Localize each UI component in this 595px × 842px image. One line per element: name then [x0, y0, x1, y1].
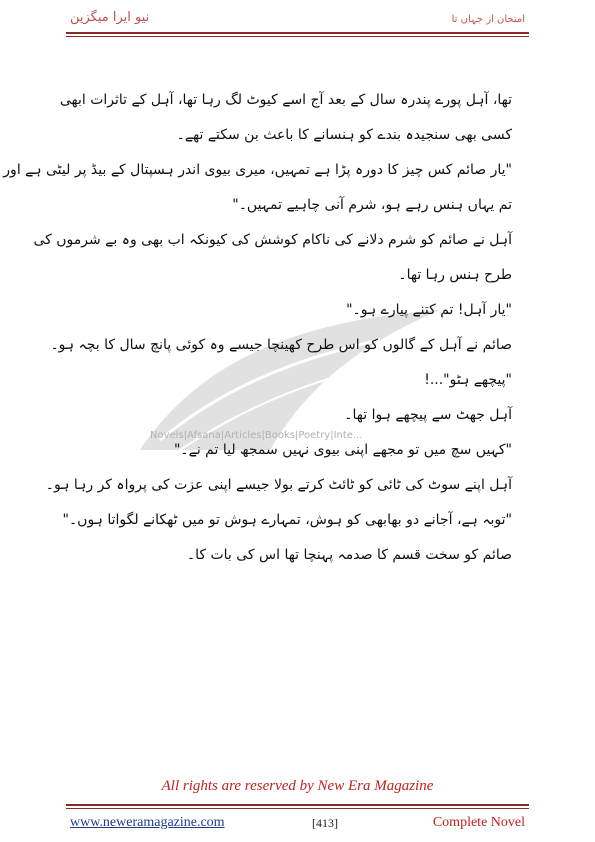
watermark-text: Novels|Afsana|Articles|Books|Poetry|Inte...	[150, 430, 363, 441]
text-line: کسی بھی سنجیدہ بندے کو ہنسانے کا باعث بن سکتے تھے۔	[176, 127, 512, 143]
text-line: طرح ہنس رہا تھا۔	[398, 267, 512, 283]
website-link[interactable]: www.neweramagazine.com	[70, 815, 225, 830]
text-line: "یار صائم کس چیز کا دورہ پڑا ہے تمہیں، میری بیوی اندر ہسپتال کے بیڈ پر لیٹی ہے اور	[3, 162, 512, 178]
text-line: "یار آہل! تم کتنے پیارے ہو۔"	[346, 302, 512, 318]
text-line: آہل نے صائم کو شرم دلانے کی ناکام کوشش کی کیونکہ اب بھی وہ بے شرموں کی	[33, 232, 512, 248]
rights-notice: All rights are reserved by New Era Magazine	[161, 778, 434, 794]
magazine-name: نیو ایرا میگزین	[70, 10, 150, 25]
page-footer	[70, 815, 525, 835]
text-line: تھا، آہل پورے پندرہ سال کے بعد آج اسے کیوٹ لگ رہا تھا، آہل کے تاثرات ابھی	[59, 92, 512, 108]
text-line: "کہیں سچ میں تو مجھے اپنی بیوی نہیں سمجھ لیا تم نے۔"	[173, 442, 512, 458]
novel-text	[3, 90, 512, 580]
page-header	[70, 6, 525, 32]
novel-type-label: Complete Novel	[432, 815, 525, 830]
text-line: صائم نے آہل کے گالوں کو اس طرح کھینچا جیسے وہ کوئی پانچ سال کا بچہ ہو۔	[50, 337, 512, 353]
novel-title: امتحان از جہاں تا	[451, 14, 525, 25]
text-line: آہل جھٹ سے پیچھے ہوا تھا۔	[344, 407, 512, 423]
text-line: آہل اپنے سوٹ کی ٹائی کو ٹائٹ کرتے بولا جیسے اپنی عزت کی پرواہ کر رہا ہو۔	[45, 477, 512, 493]
page-number: [413]	[312, 816, 338, 830]
header-rule-thick	[66, 32, 529, 34]
text-line: "پیچھے ہٹو"...!	[424, 372, 512, 388]
footer-rule-thin	[66, 808, 529, 809]
text-line: صائم کو سخت قسم کا صدمہ پہنچا تھا اس کی بات کا۔	[186, 547, 512, 563]
header-rule-thin	[66, 36, 529, 37]
text-line: "توبہ ہے، آجانے دو بھابھی کو ہوش، تمہارے ہوش تو میں ٹھکانے لگواتا ہوں۔"	[62, 512, 512, 528]
footer-rule-thick	[66, 804, 529, 806]
text-line: تم یہاں ہنس رہے ہو، شرم آنی چاہیے تمہیں۔"	[232, 197, 512, 213]
